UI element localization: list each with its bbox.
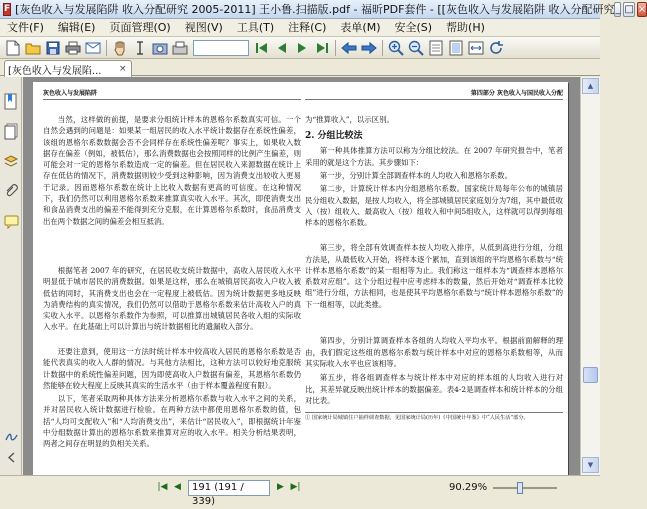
- hand-tool-icon[interactable]: [110, 39, 129, 57]
- layers-icon[interactable]: [4, 153, 19, 170]
- menu-bar: [0, 19, 600, 37]
- rotate-icon[interactable]: [486, 39, 505, 57]
- close-button[interactable]: ×: [637, 3, 647, 15]
- tab-close-icon[interactable]: ×: [119, 64, 127, 74]
- toolbar-separator: [106, 40, 107, 56]
- maximize-button[interactable]: □: [624, 3, 634, 15]
- last-page-icon[interactable]: [312, 39, 331, 57]
- foxit-app-icon: F: [4, 3, 11, 14]
- toolbar-separator: [335, 40, 336, 56]
- next-page-icon[interactable]: [292, 39, 311, 57]
- previous-page-icon[interactable]: [272, 39, 291, 57]
- fit-width-icon[interactable]: [466, 39, 485, 57]
- new-document-icon[interactable]: [3, 39, 22, 57]
- page-left-column: [43, 82, 301, 482]
- body-paragraph: 第一种具体推算方法可以称为分组比较法。在 2007 年研究报告中，笔者采用的就是这个方法。其步骤如下：: [305, 146, 563, 167]
- menu-file[interactable]: 文件(F): [7, 20, 44, 34]
- document-viewport[interactable]: [23, 77, 580, 475]
- zoom-in-icon[interactable]: [386, 39, 405, 57]
- window-title: [灰色收入与发展陷阱 收入分配研究 2005-2011] 王小鲁.扫描版.pdf - 福昕PDF套件 - [[灰色收入与发展陷阱 收入分配研究: [15, 3, 615, 16]
- first-page-icon[interactable]: [252, 39, 271, 57]
- body-paragraph: 第五步，将各组调查样本与统计样本中对应的样本组的人均收入进行对比，其差异就反映出统计样本的数据偏差。表4-2是调查样本和统计样本的分组对比表。: [305, 373, 563, 405]
- toolbar: [0, 37, 600, 59]
- status-last-page-icon[interactable]: ▶|: [290, 482, 301, 492]
- toolbar-separator: [382, 40, 383, 56]
- menu-edit[interactable]: 编辑(E): [57, 20, 96, 34]
- comments-icon[interactable]: [4, 213, 19, 230]
- zoom-slider-knob[interactable]: [517, 482, 523, 494]
- menu-forms[interactable]: 表单(M): [340, 20, 381, 34]
- pdf-page: [33, 82, 568, 482]
- body-paragraph: 第四步，分别计算调查样本各组的人均收入平均水平。根据前面解释的理由，我们假定这些组的恩格尔系数与统计样本中对应的恩格尔系数相等，从而其实际收入水平也应该相等。: [305, 336, 563, 368]
- status-previous-page-icon[interactable]: ◀: [174, 482, 181, 492]
- attachments-icon[interactable]: [4, 183, 19, 200]
- title-bar: [0, 0, 647, 19]
- go-forward-icon[interactable]: [359, 39, 378, 57]
- save-icon[interactable]: [43, 39, 62, 57]
- scroll-up-icon[interactable]: ▲: [582, 78, 599, 94]
- menu-tools[interactable]: 工具(T): [236, 20, 275, 34]
- running-head-left: 灰色收入与发展陷阱: [43, 88, 301, 100]
- zoom-slider-track: [493, 487, 557, 489]
- body-paragraph: 为“推算收入”，以示区别。: [305, 115, 394, 124]
- minimize-button[interactable]: _: [615, 3, 621, 15]
- body-paragraph: 根据笔者 2007 年的研究，在居民收支统计数据中，高收入居民收入水平明显低于城市居民的消费数据。如果是这样，那么在城镇居民高收入户收入被低估的同时，其消费支出也会在一定程度上被低估。因为统计数据更多地反映为消费结构的真实情况，我们仍然可以借助于恩格尔系数来估计高收入户的真实收入水平。以恩格尔系数作为参照，可以推算出城镇居民各收入组的实际收入水平。在此基础上可以计算出与统计数据相比的遗漏收入部分。: [43, 266, 301, 332]
- body-paragraph: 当然，这样做的前提，是要求分组统计样本的恩格尔系数真实可信。一个自然会遇到的问题是：如果某一组居民的收入水平统计数据存在系统性偏差，该组的恩格尔系数数据会否不会同样存在系统性偏差呢？事实上，如果收入数据存在偏差（例如，被低估），那么消费数据也会按照同样的比例产生偏差，则可能会对一定的恩格尔系数造成一定的偏差。但在居民收入来源数据在统计上存在低估的情况下，消费数据则较少受到这种影响，因为消费支出较收入更易于记录。因而恩格尔系数在统计上比收入数据有更高的可信度。在这种情况下，我们仍然可以利用恩格尔系数来推算真实收入水平。其次，即使消费支出和食品消费支出的偏差不能得到充分克服，在计算恩格尔系数时，食品消费支出在两个数据之间的偏差会相互抵消。: [43, 115, 301, 226]
- body-paragraph: 以下，笔者采取两种具体方法来分析恩格尔系数与收入水平之间的关系，并对居民收入统计数据进行检验。在两种方法中都使用恩格尔系数的值，包括“人均可支配收入”和“人均消费支出”，来估计“居民收入”，即根据统计年鉴中分组数据计算出的恩格尔系数来推算对应的收入水平。相关分析结果表明，两者之间存在明显的负相关关系。: [43, 394, 301, 449]
- bookmarks-icon[interactable]: [4, 93, 19, 110]
- zoom-select[interactable]: [193, 40, 249, 56]
- snapshot-icon[interactable]: [150, 39, 169, 57]
- fit-page-icon[interactable]: [446, 39, 465, 57]
- zoom-percentage: 90.29%: [449, 482, 488, 493]
- navigation-sidebar: [0, 77, 22, 475]
- zoom-slider[interactable]: [493, 481, 557, 495]
- menu-help[interactable]: 帮助(H): [446, 20, 485, 34]
- go-back-icon[interactable]: [339, 39, 358, 57]
- collapse-panel-icon[interactable]: [4, 449, 19, 466]
- page-right-column: [305, 82, 563, 482]
- body-paragraph: 还要注意到，使用这一方法时统计样本中较高收入居民的恩格尔系数是否能代表真实的收入人群的情况。与其他方法相比，这种方法可以较好地克服统计数据中的系统性偏差问题，因为即使高收入户数据有偏差，其恩格尔系数仍然能够在较大程度上反映其真实的生活水平（由于样本覆盖程度有限）。: [43, 347, 301, 390]
- status-first-page-icon[interactable]: |◀: [157, 482, 168, 492]
- typewriter-icon[interactable]: [170, 39, 189, 57]
- signatures-icon[interactable]: [4, 427, 19, 444]
- print-icon[interactable]: [63, 39, 82, 57]
- open-folder-icon[interactable]: [23, 39, 42, 57]
- menu-comments[interactable]: 注释(C): [288, 20, 327, 34]
- menu-page-management[interactable]: 页面管理(O): [109, 20, 171, 34]
- body-paragraph: 第三步，将全部有效调查样本按人均收入排序，从低到高进行分组，分组方法是，从最低收入开始，将样本逐个累加，直到该组的平均恩格尔系数与“统计样本恩格尔系数”的某一组相等为止。我们称这一组样本为“调查样本恩格尔系数对应组”。这个分组过程中应考虑样本的数量，然后开始对“调查样本比较组”进行分组，方法相同，也是使其平均恩格尔系数与“统计样本恩格尔系数”的下一组相等，以此类推。: [305, 243, 563, 309]
- pages-thumbnails-icon[interactable]: [4, 123, 19, 140]
- status-bar: [0, 475, 600, 507]
- vertical-scrollbar[interactable]: [580, 77, 600, 475]
- menu-view[interactable]: 视图(V): [184, 20, 223, 34]
- select-text-icon[interactable]: [130, 39, 149, 57]
- body-paragraph: 第一步，分别计算全部调查样本的人均收入和恩格尔系数。: [319, 171, 512, 181]
- zoom-out-icon[interactable]: [406, 39, 425, 57]
- section-heading: 2. 分组比较法: [305, 131, 363, 142]
- tab-document[interactable]: [4, 60, 132, 77]
- scroll-down-icon[interactable]: ▼: [582, 457, 599, 473]
- actual-size-icon[interactable]: [426, 39, 445, 57]
- running-head-right: 第四部分 灰色收入与国民收入分配: [305, 88, 563, 100]
- menu-security[interactable]: 安全(S): [394, 20, 433, 34]
- status-next-page-icon[interactable]: ▶: [277, 482, 284, 492]
- footnote: ① 国家统计局城镇住户抽样调查数据，见国家统计局(历年)《中国统计年鉴》中“人民生活”部分。: [305, 412, 563, 422]
- email-icon[interactable]: [83, 39, 102, 57]
- scroll-thumb[interactable]: [583, 367, 598, 383]
- page-number-input[interactable]: 191 (191 / 339): [188, 480, 270, 496]
- body-paragraph: 第二步，计算统计样本内分组恩格尔系数。国家统计局每年公布的城镇居民分组收入数据，是按人均收入，将全部城镇居民家庭划分为7组，其中最低收入（按）组收入、最高收入（按）组收入和中间5组收入，这样就可以得到每组样本的恩格尔系数。: [305, 184, 563, 228]
- tab-document-label: [灰色收入与发展陷...: [8, 65, 102, 77]
